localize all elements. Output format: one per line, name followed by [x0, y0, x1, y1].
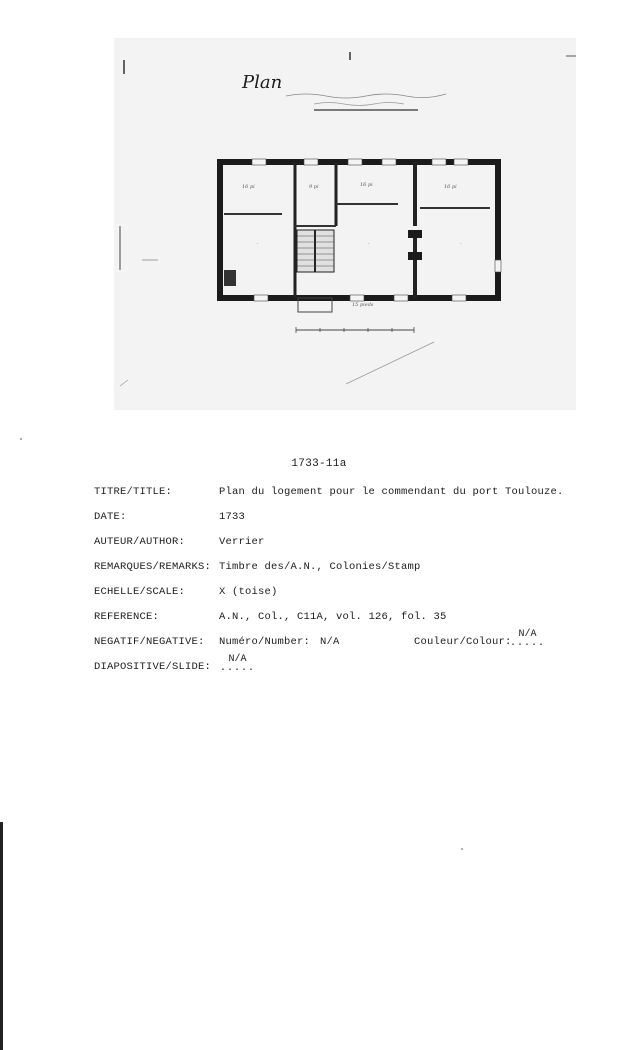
svg-text:9 pi: 9 pi: [309, 184, 319, 190]
title-value: Plan du logement pour le commendant du port Toulouze.: [219, 486, 564, 498]
negative-colour-value: N/A: [518, 629, 537, 640]
svg-text:16 pi: 16 pi: [360, 182, 373, 188]
negative-number-value: N/A: [320, 636, 340, 648]
svg-text:.: .: [257, 240, 259, 246]
negative-number-label: Numéro/Number:: [219, 636, 311, 648]
dust-speck: [461, 848, 463, 850]
dust-speck: [20, 438, 22, 440]
scale-label: ECHELLE/SCALE:: [94, 586, 186, 598]
negative-label: NEGATIF/NEGATIVE:: [94, 636, 205, 648]
negative-colour-stack: [510, 630, 545, 648]
scale-value: X (toise): [219, 586, 278, 598]
slide-stack: [220, 655, 255, 673]
reference-number: 1733-11a: [291, 458, 347, 470]
svg-text:16 pi: 16 pi: [444, 184, 457, 190]
remarks-value: Timbre des/A.N., Colonies/Stamp: [219, 561, 421, 573]
slide-dots: .....: [220, 663, 256, 674]
svg-text:15 pieds: 15 pieds: [352, 302, 374, 308]
negative-colour-dots: .....: [510, 638, 546, 649]
author-label: AUTEUR/AUTHOR:: [94, 536, 186, 548]
svg-text:16 pi: 16 pi: [242, 184, 255, 190]
title-label: TITRE/TITLE:: [94, 486, 173, 498]
author-value: Verrier: [219, 536, 265, 548]
reference-label: REFERENCE:: [94, 611, 160, 623]
plan-title-handwriting: Plan: [242, 72, 283, 93]
slide-label: DIAPOSITIVE/SLIDE:: [94, 661, 212, 673]
slide-value: N/A: [228, 654, 247, 665]
floor-plan-photo: [114, 38, 576, 410]
svg-text:.: .: [368, 240, 370, 246]
scan-edge-mark: [0, 822, 3, 1050]
remarks-label: REMARQUES/REMARKS:: [94, 561, 212, 573]
date-label: DATE:: [94, 511, 127, 523]
date-value: 1733: [219, 511, 246, 523]
reference-value: A.N., Col., C11A, vol. 126, fol. 35: [219, 611, 447, 623]
svg-text:.: .: [460, 240, 462, 246]
negative-colour-label: Couleur/Colour:: [414, 636, 512, 648]
